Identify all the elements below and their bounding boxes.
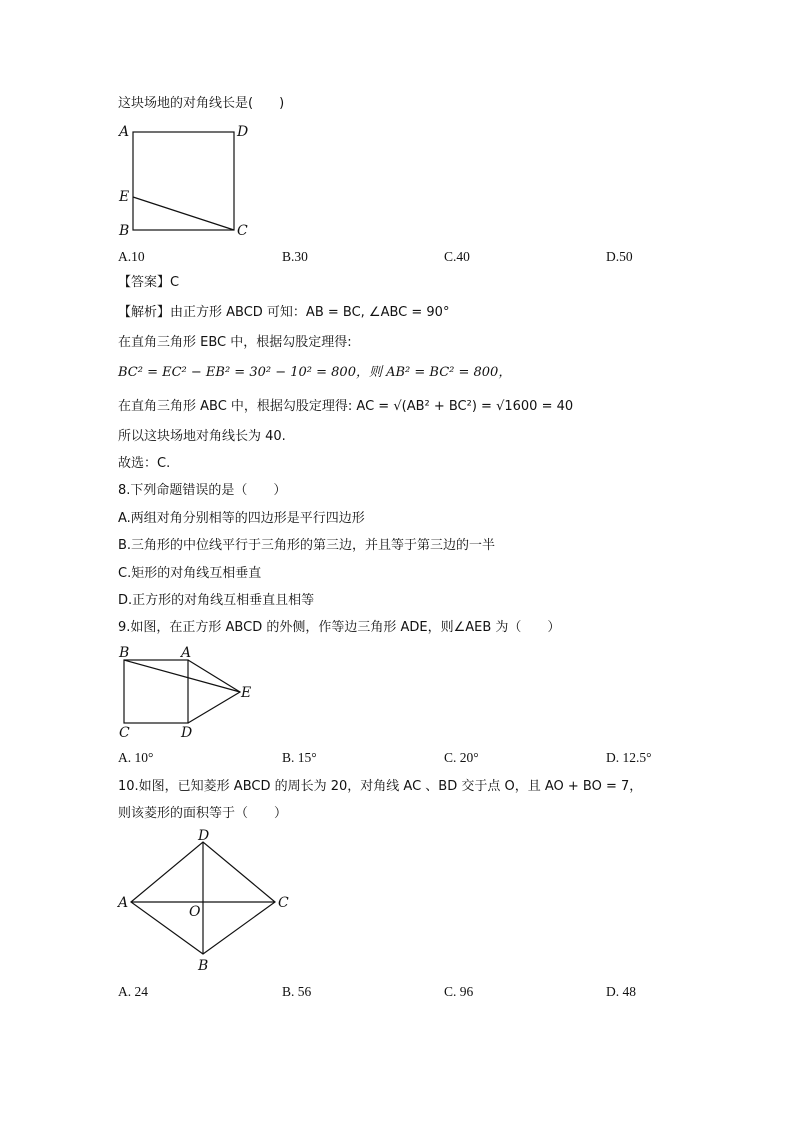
label-c: C	[237, 223, 248, 239]
q8-option-c[interactable]: C.矩形的对角线互相垂直	[118, 566, 262, 581]
q7-options	[118, 249, 678, 267]
q9-option-d[interactable]: D. 12.5°	[606, 750, 652, 765]
q10-option-c[interactable]: C. 96	[444, 984, 474, 999]
q10-stem-line-1: 10.如图，已知菱形 ABCD 的周长为 20，对角线 AC 、BD 交于点 O，且 AO + BO = 7，	[118, 779, 643, 794]
label-a: A	[118, 895, 129, 911]
q9-stem: 9.如图，在正方形 ABCD 的外侧，作等边三角形 ADE，则∠AEB 为（ ）	[118, 620, 561, 635]
q7-analysis-5: 所以这块场地对角线长为 40.	[118, 429, 286, 444]
label-b: B	[119, 645, 130, 661]
label-b: B	[198, 958, 209, 974]
q10-option-d[interactable]: D. 48	[606, 984, 636, 999]
q10-option-a[interactable]: A. 24	[118, 984, 148, 999]
q7-option-c[interactable]: C.40	[444, 249, 470, 264]
label-d: D	[237, 124, 249, 140]
label-o: O	[189, 904, 201, 920]
label-a: A	[181, 645, 192, 661]
segment-be	[124, 660, 240, 692]
label-c: C	[119, 725, 130, 741]
q10-option-b[interactable]: B. 56	[282, 984, 312, 999]
q7-square-figure	[115, 120, 265, 245]
q9-square-triangle-figure	[115, 645, 265, 745]
q7-answer: 【答案】C	[118, 275, 180, 290]
q7-analysis-6: 故选：C.	[118, 456, 171, 471]
q9-options	[118, 750, 678, 768]
label-e: E	[119, 189, 130, 205]
label-b: B	[119, 223, 130, 239]
q7-analysis-3: BC² = EC² − EB² = 30² − 10² = 800，则 AB² = BC² = 800，	[118, 365, 512, 380]
q8-option-a[interactable]: A.两组对角分别相等的四边形是平行四边形	[118, 511, 365, 526]
label-a: A	[119, 124, 130, 140]
q7-stem: 这块场地的对角线长是( )	[118, 96, 285, 111]
square-abcd	[124, 660, 188, 723]
q8-option-b[interactable]: B.三角形的中位线平行于三角形的第三边，并且等于第三边的一半	[118, 538, 496, 553]
q9-option-a[interactable]: A. 10°	[118, 750, 154, 765]
q7-option-d[interactable]: D.50	[606, 249, 633, 264]
label-e: E	[241, 685, 252, 701]
square-abcd	[133, 132, 234, 230]
q7-option-a[interactable]: A.10	[118, 249, 145, 264]
q7-analysis-4: 在直角三角形 ABC 中，根据勾股定理得: AC = √(AB² + BC²) = √1600 = 40	[118, 399, 574, 414]
q8-option-d[interactable]: D.正方形的对角线互相垂直且相等	[118, 593, 315, 608]
label-c: C	[278, 895, 289, 911]
q7-option-b[interactable]: B.30	[282, 249, 308, 264]
q7-analysis-1: 【解析】由正方形 ABCD 可知：AB = BC, ∠ABC = 90°	[118, 305, 450, 320]
q9-option-b[interactable]: B. 15°	[282, 750, 317, 765]
q9-option-c[interactable]: C. 20°	[444, 750, 479, 765]
label-d: D	[198, 828, 210, 844]
q8-stem: 8.下列命题错误的是（ ）	[118, 483, 287, 498]
q10-rhombus-figure	[115, 830, 305, 975]
q7-analysis-2: 在直角三角形 EBC 中，根据勾股定理得:	[118, 335, 352, 350]
triangle-ade	[188, 660, 240, 723]
q10-options	[118, 984, 678, 1002]
segment-ec	[133, 197, 234, 230]
q10-stem-line-2: 则该菱形的面积等于（ ）	[118, 806, 288, 821]
label-d: D	[181, 725, 193, 741]
